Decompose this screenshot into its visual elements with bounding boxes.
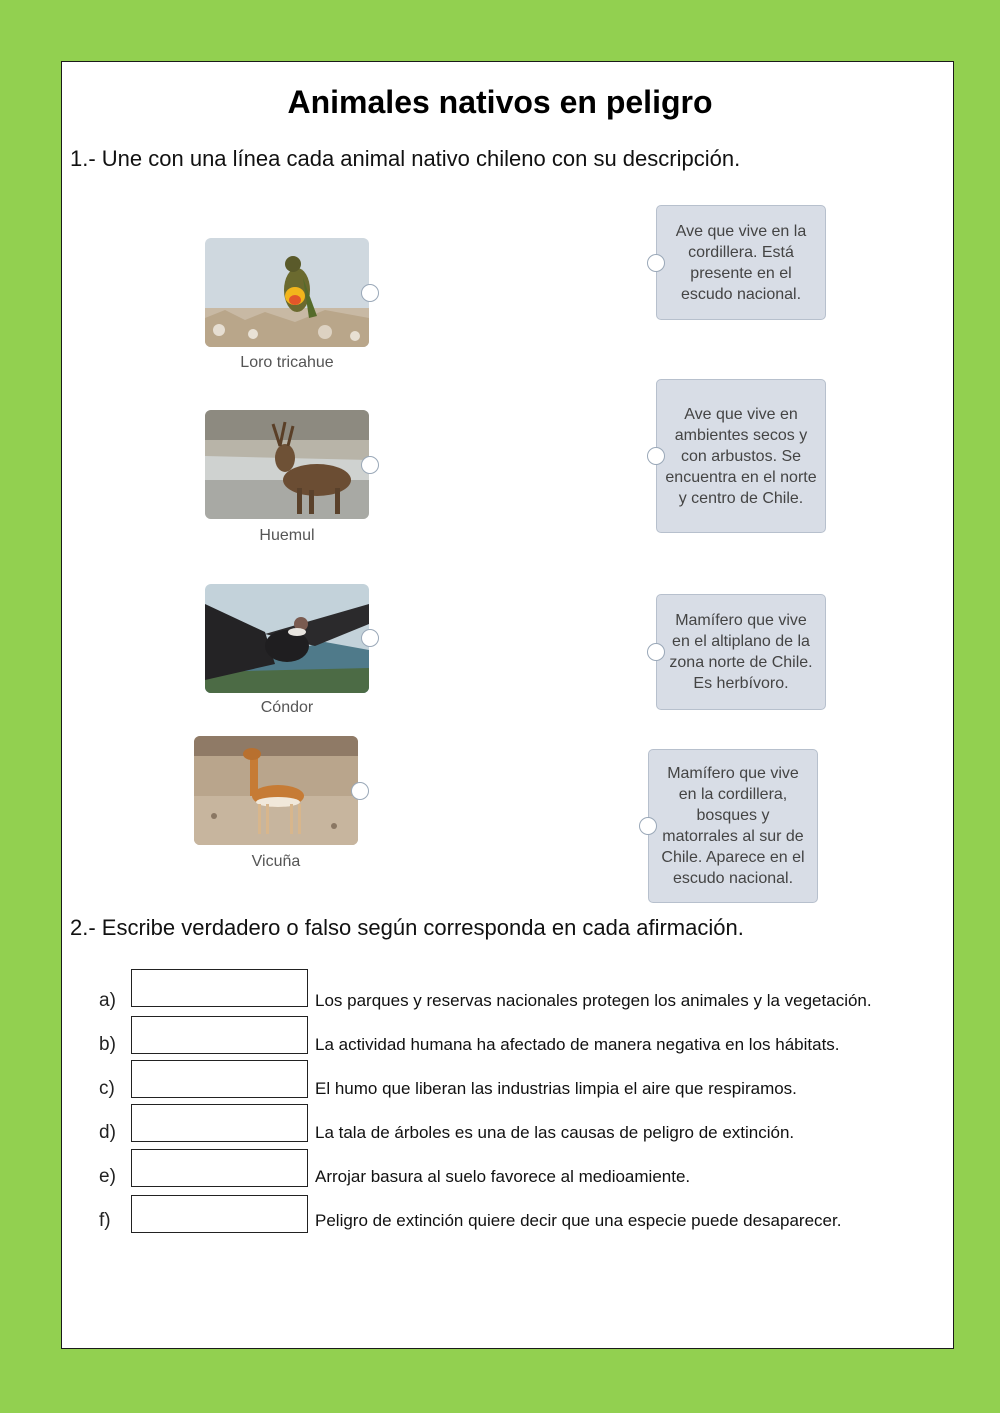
statement-text: La tala de árboles es una de las causas de peligro de extinción. [315,1123,795,1142]
answer-box-e[interactable] [131,1149,308,1187]
condor-photo [205,584,369,693]
match-point-description-4[interactable] [639,817,657,835]
parrot-photo [205,238,369,347]
description-card: Mamífero que vive en la cordillera, bosques y matorrales al sur de Chile. Aparece en el escudo nacional. [648,749,818,903]
statement-letter: f) [99,1210,111,1231]
statement-letter: b) [99,1034,116,1055]
animal-caption: Huemul [259,527,315,544]
description-card: Ave que vive en la cordillera. Está presente en el escudo nacional. [656,205,826,320]
statement-letter: e) [99,1166,116,1187]
deer-photo [205,410,369,519]
match-point-parrot[interactable] [361,284,379,302]
match-point-description-2[interactable] [647,447,665,465]
description-card: Mamífero que vive en el altiplano de la zona norte de Chile. Es herbívoro. [656,594,826,710]
answer-box-b[interactable] [131,1016,308,1054]
statement-text: Arrojar basura al suelo favorece al medioamiente. [315,1167,691,1186]
vicuna-photo [194,736,358,845]
question-2-prompt: 2.- Escribe verdadero o falso según corresponda en cada afirmación. [70,915,744,940]
statement-text: El humo que liberan las industrias limpia el aire que respiramos. [315,1079,797,1098]
match-point-description-3[interactable] [647,643,665,661]
statement-letter: d) [99,1122,116,1143]
animal-caption: Cóndor [260,699,314,716]
answer-box-f[interactable] [131,1195,308,1233]
statement-letter: a) [99,990,116,1011]
match-point-condor[interactable] [361,629,379,647]
answer-box-d[interactable] [131,1104,308,1142]
question-1-prompt: 1.- Une con una línea cada animal nativo chileno con su descripción. [70,146,741,171]
animal-caption: Vicuña [251,853,301,870]
match-point-vicuna[interactable] [351,782,369,800]
match-point-description-1[interactable] [647,254,665,272]
statement-text: Los parques y reservas nacionales protegen los animales y la vegetación. [315,991,872,1010]
answer-box-a[interactable] [131,969,308,1007]
answer-box-c[interactable] [131,1060,308,1098]
page-title: Animales nativos en peligro [287,84,713,120]
statement-text: La actividad humana ha afectado de manera negativa en los hábitats. [315,1035,840,1054]
match-point-deer[interactable] [361,456,379,474]
description-card: Ave que vive en ambientes secos y con arbustos. Se encuentra en el norte y centro de Chile. [656,379,826,533]
statement-text: Peligro de extinción quiere decir que una especie puede desaparecer. [315,1211,842,1230]
animal-caption: Loro tricahue [240,354,334,371]
statement-letter: c) [99,1078,115,1099]
